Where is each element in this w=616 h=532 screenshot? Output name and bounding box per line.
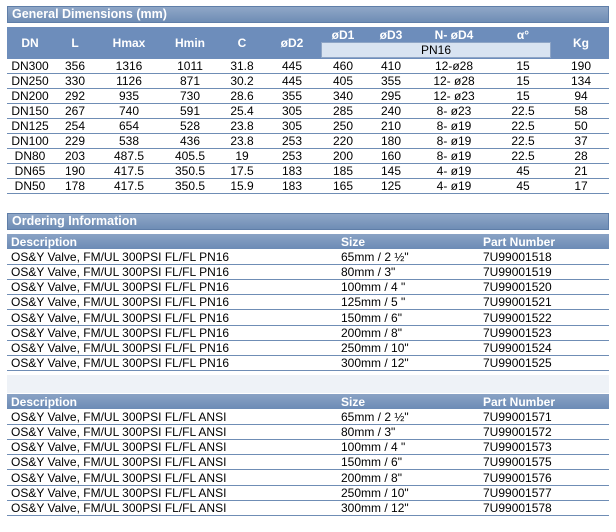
dn-cell: DN100 bbox=[7, 134, 53, 149]
nod4-cell: 8- ø23 bbox=[415, 104, 493, 119]
part-number-cell: 7U99001577 bbox=[479, 485, 609, 500]
part-number-cell: 7U99001518 bbox=[479, 249, 609, 264]
nod4-cell: 4- ø19 bbox=[415, 164, 493, 179]
nod4-cell: 8- ø19 bbox=[415, 119, 493, 134]
dn-cell: DN300 bbox=[7, 59, 53, 74]
od1-cell: 285 bbox=[319, 104, 367, 119]
kg-cell: 50 bbox=[553, 119, 609, 134]
order-table-row bbox=[7, 356, 609, 371]
alpha-cell: 15 bbox=[493, 74, 553, 89]
dims-header-nod4: N- øD4 bbox=[415, 27, 493, 42]
size-cell: 125mm / 5 " bbox=[337, 295, 479, 310]
hmax-cell: 740 bbox=[97, 104, 161, 119]
description-cell: OS&Y Valve, FM/UL 300PSI FL/FL PN16 bbox=[7, 249, 337, 264]
alpha-cell: 45 bbox=[493, 179, 553, 194]
size-cell: 100mm / 4 " bbox=[337, 440, 479, 455]
description-cell: OS&Y Valve, FM/UL 300PSI FL/FL ANSI bbox=[7, 500, 337, 515]
size-cell: 150mm / 6" bbox=[337, 455, 479, 470]
dims-header-od1: øD1 bbox=[319, 27, 367, 42]
hmin-cell: 871 bbox=[161, 74, 219, 89]
kg-cell: 190 bbox=[553, 59, 609, 74]
l-cell: 330 bbox=[53, 74, 97, 89]
ordering-table-ansi bbox=[7, 394, 609, 516]
od1-cell: 165 bbox=[319, 179, 367, 194]
hmax-cell: 935 bbox=[97, 89, 161, 104]
od3-cell: 240 bbox=[367, 104, 415, 119]
order-table-row bbox=[7, 485, 609, 500]
dims-header-hmax: Hmax bbox=[97, 27, 161, 59]
description-cell: OS&Y Valve, FM/UL 300PSI FL/FL PN16 bbox=[7, 295, 337, 310]
dims-table-row bbox=[7, 74, 609, 89]
od2-cell: 445 bbox=[265, 59, 319, 74]
l-cell: 267 bbox=[53, 104, 97, 119]
dims-table-row bbox=[7, 134, 609, 149]
size-cell: 250mm / 10" bbox=[337, 485, 479, 500]
hmin-cell: 1011 bbox=[161, 59, 219, 74]
c-cell: 31.8 bbox=[219, 59, 265, 74]
l-cell: 190 bbox=[53, 164, 97, 179]
kg-cell: 58 bbox=[553, 104, 609, 119]
l-cell: 254 bbox=[53, 119, 97, 134]
hmax-cell: 417.5 bbox=[97, 179, 161, 194]
description-cell: OS&Y Valve, FM/UL 300PSI FL/FL ANSI bbox=[7, 485, 337, 500]
pn16-label: PN16 bbox=[321, 42, 551, 58]
alpha-cell: 15 bbox=[493, 59, 553, 74]
kg-cell: 28 bbox=[553, 149, 609, 164]
l-cell: 229 bbox=[53, 134, 97, 149]
order-table-row bbox=[7, 455, 609, 470]
part-number-cell: 7U99001573 bbox=[479, 440, 609, 455]
od1-cell: 200 bbox=[319, 149, 367, 164]
c-cell: 28.6 bbox=[219, 89, 265, 104]
c-cell: 23.8 bbox=[219, 119, 265, 134]
description-cell: OS&Y Valve, FM/UL 300PSI FL/FL ANSI bbox=[7, 440, 337, 455]
c-cell: 23.8 bbox=[219, 134, 265, 149]
part-number-cell: 7U99001572 bbox=[479, 424, 609, 439]
part-number-cell: 7U99001523 bbox=[479, 325, 609, 340]
size-cell: 150mm / 6" bbox=[337, 310, 479, 325]
size-cell: 300mm / 12" bbox=[337, 500, 479, 515]
description-cell: OS&Y Valve, FM/UL 300PSI FL/FL PN16 bbox=[7, 325, 337, 340]
part-number-cell: 7U99001576 bbox=[479, 470, 609, 485]
size-cell: 100mm / 4 " bbox=[337, 280, 479, 295]
kg-cell: 37 bbox=[553, 134, 609, 149]
description-cell: OS&Y Valve, FM/UL 300PSI FL/FL ANSI bbox=[7, 470, 337, 485]
ordering-section-title: Ordering Information bbox=[7, 213, 609, 230]
hmin-cell: 436 bbox=[161, 134, 219, 149]
hmin-cell: 528 bbox=[161, 119, 219, 134]
description-cell: OS&Y Valve, FM/UL 300PSI FL/FL ANSI bbox=[7, 424, 337, 439]
description-cell: OS&Y Valve, FM/UL 300PSI FL/FL ANSI bbox=[7, 409, 337, 424]
order-table-row bbox=[7, 249, 609, 264]
dims-header-l: L bbox=[53, 27, 97, 59]
nod4-cell: 8- ø19 bbox=[415, 134, 493, 149]
od2-cell: 183 bbox=[265, 164, 319, 179]
size-cell: 65mm / 2 ½" bbox=[337, 249, 479, 264]
order-table-row bbox=[7, 310, 609, 325]
dims-table-row bbox=[7, 119, 609, 134]
kg-cell: 17 bbox=[553, 179, 609, 194]
od2-cell: 305 bbox=[265, 104, 319, 119]
part-number-cell: 7U99001571 bbox=[479, 409, 609, 424]
od2-cell: 183 bbox=[265, 179, 319, 194]
kg-cell: 94 bbox=[553, 89, 609, 104]
size-cell: 200mm / 8" bbox=[337, 325, 479, 340]
kg-cell: 21 bbox=[553, 164, 609, 179]
od3-cell: 125 bbox=[367, 179, 415, 194]
description-cell: OS&Y Valve, FM/UL 300PSI FL/FL ANSI bbox=[7, 455, 337, 470]
od3-cell: 180 bbox=[367, 134, 415, 149]
od3-cell: 295 bbox=[367, 89, 415, 104]
size-cell: 200mm / 8" bbox=[337, 470, 479, 485]
order-table-row bbox=[7, 340, 609, 355]
order-header-size: Size bbox=[337, 234, 479, 249]
l-cell: 203 bbox=[53, 149, 97, 164]
part-number-cell: 7U99001520 bbox=[479, 280, 609, 295]
hmin-cell: 350.5 bbox=[161, 179, 219, 194]
description-cell: OS&Y Valve, FM/UL 300PSI FL/FL PN16 bbox=[7, 280, 337, 295]
od3-cell: 410 bbox=[367, 59, 415, 74]
hmin-cell: 405.5 bbox=[161, 149, 219, 164]
od2-cell: 355 bbox=[265, 89, 319, 104]
dims-table-row bbox=[7, 59, 609, 74]
order-table-row bbox=[7, 424, 609, 439]
od1-cell: 185 bbox=[319, 164, 367, 179]
size-cell: 250mm / 10" bbox=[337, 340, 479, 355]
od2-cell: 253 bbox=[265, 149, 319, 164]
size-cell: 80mm / 3" bbox=[337, 264, 479, 279]
alpha-cell: 15 bbox=[493, 89, 553, 104]
dn-cell: DN150 bbox=[7, 104, 53, 119]
section-spacer bbox=[7, 375, 609, 393]
part-number-cell: 7U99001575 bbox=[479, 455, 609, 470]
alpha-cell: 22.5 bbox=[493, 119, 553, 134]
dims-table-row bbox=[7, 104, 609, 119]
hmax-cell: 1316 bbox=[97, 59, 161, 74]
size-cell: 80mm / 3" bbox=[337, 424, 479, 439]
nod4-cell: 12- ø23 bbox=[415, 89, 493, 104]
dims-header-hmin: Hmin bbox=[161, 27, 219, 59]
order-header-part: Part Number bbox=[479, 394, 609, 409]
od1-cell: 220 bbox=[319, 134, 367, 149]
order-table-row bbox=[7, 500, 609, 515]
part-number-cell: 7U99001578 bbox=[479, 500, 609, 515]
order-table-row bbox=[7, 280, 609, 295]
dims-header-kg: Kg bbox=[553, 27, 609, 59]
nod4-cell: 4- ø19 bbox=[415, 179, 493, 194]
order-header-part: Part Number bbox=[479, 234, 609, 249]
part-number-cell: 7U99001522 bbox=[479, 310, 609, 325]
order-table-row bbox=[7, 470, 609, 485]
nod4-cell: 8- ø19 bbox=[415, 149, 493, 164]
part-number-cell: 7U99001525 bbox=[479, 356, 609, 371]
dn-cell: DN80 bbox=[7, 149, 53, 164]
part-number-cell: 7U99001521 bbox=[479, 295, 609, 310]
hmax-cell: 654 bbox=[97, 119, 161, 134]
hmin-cell: 591 bbox=[161, 104, 219, 119]
kg-cell: 134 bbox=[553, 74, 609, 89]
size-cell: 65mm / 2 ½" bbox=[337, 409, 479, 424]
od3-cell: 210 bbox=[367, 119, 415, 134]
dims-header-od2: øD2 bbox=[265, 27, 319, 59]
description-cell: OS&Y Valve, FM/UL 300PSI FL/FL PN16 bbox=[7, 310, 337, 325]
dims-header-alpha: α° bbox=[493, 27, 553, 42]
alpha-cell: 22.5 bbox=[493, 104, 553, 119]
dims-table-row bbox=[7, 179, 609, 194]
l-cell: 356 bbox=[53, 59, 97, 74]
dn-cell: DN65 bbox=[7, 164, 53, 179]
od1-cell: 460 bbox=[319, 59, 367, 74]
od3-cell: 160 bbox=[367, 149, 415, 164]
od1-cell: 405 bbox=[319, 74, 367, 89]
dims-header-dn: DN bbox=[7, 27, 53, 59]
dn-cell: DN200 bbox=[7, 89, 53, 104]
c-cell: 15.9 bbox=[219, 179, 265, 194]
dimensions-table bbox=[7, 27, 609, 194]
dims-header-od3: øD3 bbox=[367, 27, 415, 42]
dims-header-c: C bbox=[219, 27, 265, 59]
od2-cell: 305 bbox=[265, 119, 319, 134]
hmin-cell: 730 bbox=[161, 89, 219, 104]
ordering-table-pn16 bbox=[7, 234, 609, 371]
description-cell: OS&Y Valve, FM/UL 300PSI FL/FL PN16 bbox=[7, 264, 337, 279]
order-table-row bbox=[7, 295, 609, 310]
order-table-row bbox=[7, 325, 609, 340]
nod4-cell: 12- ø28 bbox=[415, 74, 493, 89]
dimensions-section-title: General Dimensions (mm) bbox=[7, 6, 609, 23]
dn-cell: DN125 bbox=[7, 119, 53, 134]
od2-cell: 445 bbox=[265, 74, 319, 89]
od3-cell: 145 bbox=[367, 164, 415, 179]
c-cell: 25.4 bbox=[219, 104, 265, 119]
od3-cell: 355 bbox=[367, 74, 415, 89]
dims-table-row bbox=[7, 149, 609, 164]
alpha-cell: 45 bbox=[493, 164, 553, 179]
dims-table-row bbox=[7, 89, 609, 104]
description-cell: OS&Y Valve, FM/UL 300PSI FL/FL PN16 bbox=[7, 340, 337, 355]
hmin-cell: 350.5 bbox=[161, 164, 219, 179]
size-cell: 300mm / 12" bbox=[337, 356, 479, 371]
order-header-description: Description bbox=[7, 394, 337, 409]
order-header-description: Description bbox=[7, 234, 337, 249]
part-number-cell: 7U99001524 bbox=[479, 340, 609, 355]
dn-cell: DN250 bbox=[7, 74, 53, 89]
alpha-cell: 22.5 bbox=[493, 134, 553, 149]
order-table-row bbox=[7, 440, 609, 455]
l-cell: 178 bbox=[53, 179, 97, 194]
order-table-row bbox=[7, 409, 609, 424]
order-header-size: Size bbox=[337, 394, 479, 409]
c-cell: 19 bbox=[219, 149, 265, 164]
dims-table-row bbox=[7, 164, 609, 179]
hmax-cell: 538 bbox=[97, 134, 161, 149]
dn-cell: DN50 bbox=[7, 179, 53, 194]
hmax-cell: 1126 bbox=[97, 74, 161, 89]
hmax-cell: 417.5 bbox=[97, 164, 161, 179]
nod4-cell: 12-ø28 bbox=[415, 59, 493, 74]
c-cell: 17.5 bbox=[219, 164, 265, 179]
od1-cell: 340 bbox=[319, 89, 367, 104]
description-cell: OS&Y Valve, FM/UL 300PSI FL/FL PN16 bbox=[7, 356, 337, 371]
hmax-cell: 487.5 bbox=[97, 149, 161, 164]
order-table-row bbox=[7, 264, 609, 279]
dims-pn16-group bbox=[319, 42, 553, 59]
l-cell: 292 bbox=[53, 89, 97, 104]
alpha-cell: 22.5 bbox=[493, 149, 553, 164]
part-number-cell: 7U99001519 bbox=[479, 264, 609, 279]
od1-cell: 250 bbox=[319, 119, 367, 134]
c-cell: 30.2 bbox=[219, 74, 265, 89]
od2-cell: 253 bbox=[265, 134, 319, 149]
